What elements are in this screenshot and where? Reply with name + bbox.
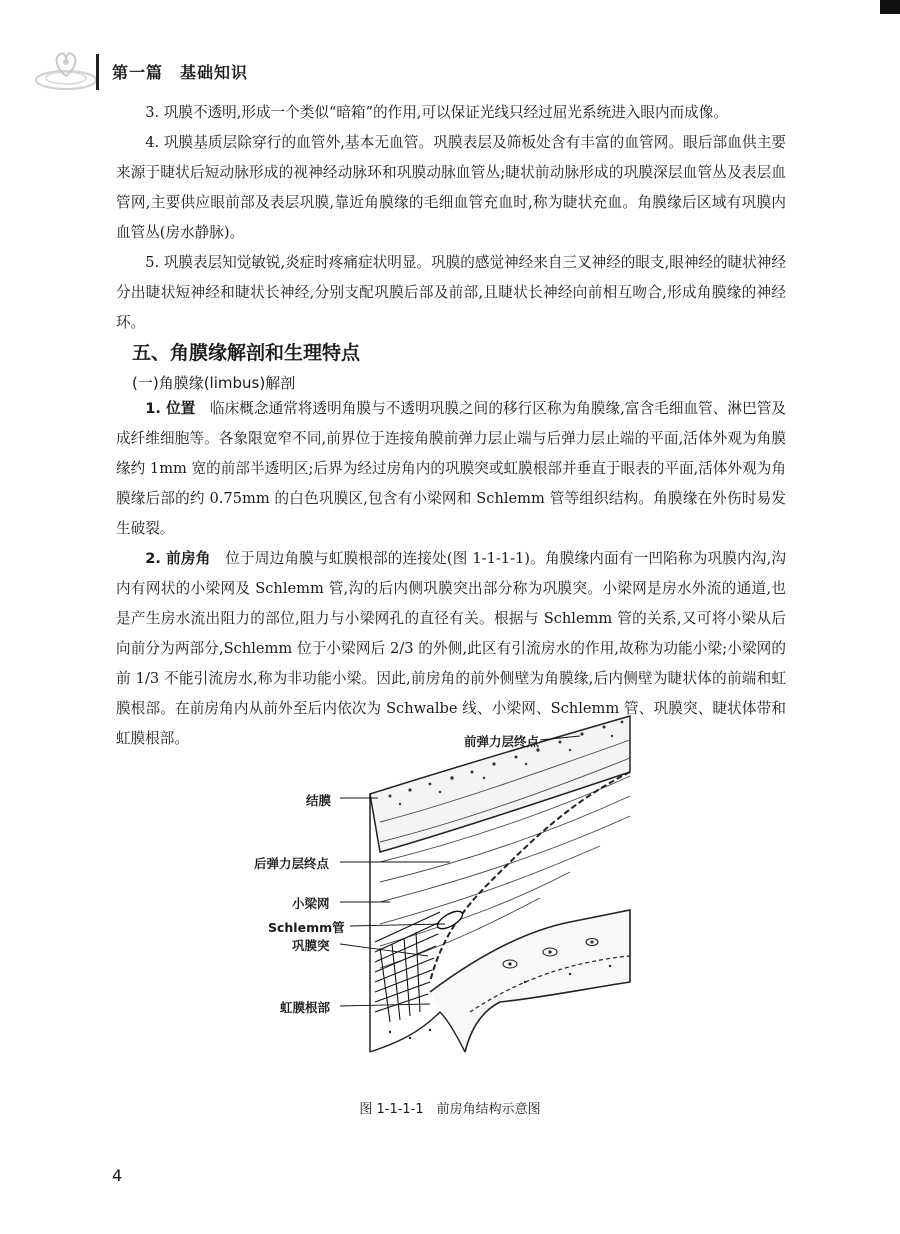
label-trabecular-meshwork: 小梁网 <box>292 896 330 911</box>
paragraph: 5. 巩膜表层知觉敏锐,炎症时疼痛症状明显。巩膜的感觉神经来自三叉神经的眼支,眼神经的睫状神经分出睫状短神经和睫状长神经,分别支配巩膜后部及前部,且睫状长神经向前相互吻合,形成角膜缘的神经环。 <box>116 254 786 331</box>
section-text <box>116 394 786 754</box>
paragraph: 4. 巩膜基质层除穿行的血管外,基本无血管。巩膜表层及筛板处含有丰富的血管网。眼后部血供主要来源于睫状后短动脉形成的视神经动脉环和巩膜动脉血管丛;睫状前动脉形成的巩膜深层血管丛及表层血管网,主要供应眼前部及表层巩膜,靠近角膜缘的毛细血管充血时,称为睫状充血。角膜缘后区域有巩膜内血管丛(房水静脉)。 <box>116 134 786 241</box>
label-schlemm-canal: Schlemm管 <box>268 920 345 935</box>
label-scleral-spur: 巩膜突 <box>292 938 330 953</box>
label-posterior-elastic-end: 后弹力层终点 <box>254 856 330 871</box>
item-lead: 1. 位置 <box>145 400 196 417</box>
anterior-chamber-angle-figure <box>240 712 640 1084</box>
subsection-heading: (一)角膜缘(limbus)解剖 <box>132 374 296 392</box>
paragraph: 3. 巩膜不透明,形成一个类似“暗箱”的作用,可以保证光线只经过屈光系统进入眼内而成像。 <box>145 104 728 121</box>
item-lead: 2. 前房角 <box>145 550 211 567</box>
item-text: 临床概念通常将透明角膜与不透明巩膜之间的移行区称为角膜缘,富含毛细血管、淋巴管及成纤维细胞等。各象限宽窄不同,前界位于连接角膜前弹力层止端与后弹力层止端的平面,活体外观为角膜缘约 1mm 宽的前部半透明区;后界为经过房角内的巩膜突或虹膜根部并垂直于眼表的平面,活体外观为角膜缘后部的约 0.75mm 的白色巩膜区,包含有小梁网和 Schlemm 管等组织结构。角膜缘在外伤时易发生破裂。 <box>116 400 786 537</box>
page-number: 4 <box>112 1166 123 1185</box>
item-text: 位于周边角膜与虹膜根部的连接处(图 1-1-1-1)。角膜缘内面有一凹陷称为巩膜内沟,沟内有网状的小梁网及 Schlemm 管,沟的后内侧巩膜突出部分称为巩膜突。小梁网是房水外流的通道,也是产生房水流出阻力的部位,阻力与小梁网孔的直径有关。根据与 Schlemm 管的关系,又可将小梁从后向前分为两部分,Schlemm 位于小梁网后 2/3 的外侧,此区有引流房水的作用,故称为功能小梁;小梁网的前 1/3 不能引流房水,称为非功能小梁。因此,前房角的前外侧壁为角膜缘,后内侧壁为睫状体的前端和虹膜根部。在前房角内从前外至后内依次为 Schwalbe 线、小梁网、Schlemm 管、巩膜突、睫状体带和虹膜根部。 <box>116 550 786 747</box>
label-iris-root: 虹膜根部 <box>280 1000 331 1015</box>
book-logo-icon <box>30 48 102 96</box>
section-heading: 五、角膜缘解剖和生理特点 <box>132 342 361 364</box>
paragraph <box>116 394 786 544</box>
chapter-title: 第一篇 基础知识 <box>112 63 249 82</box>
header-divider <box>96 54 99 90</box>
figure-caption: 图 1-1-1-1 前房角结构示意图 <box>359 1102 541 1117</box>
corner-mark <box>880 0 900 14</box>
page-header <box>0 40 900 100</box>
intro-text <box>116 98 786 338</box>
label-anterior-elastic-end: 前弹力层终点 <box>464 734 540 749</box>
label-conjunctiva: 结膜 <box>306 793 332 808</box>
